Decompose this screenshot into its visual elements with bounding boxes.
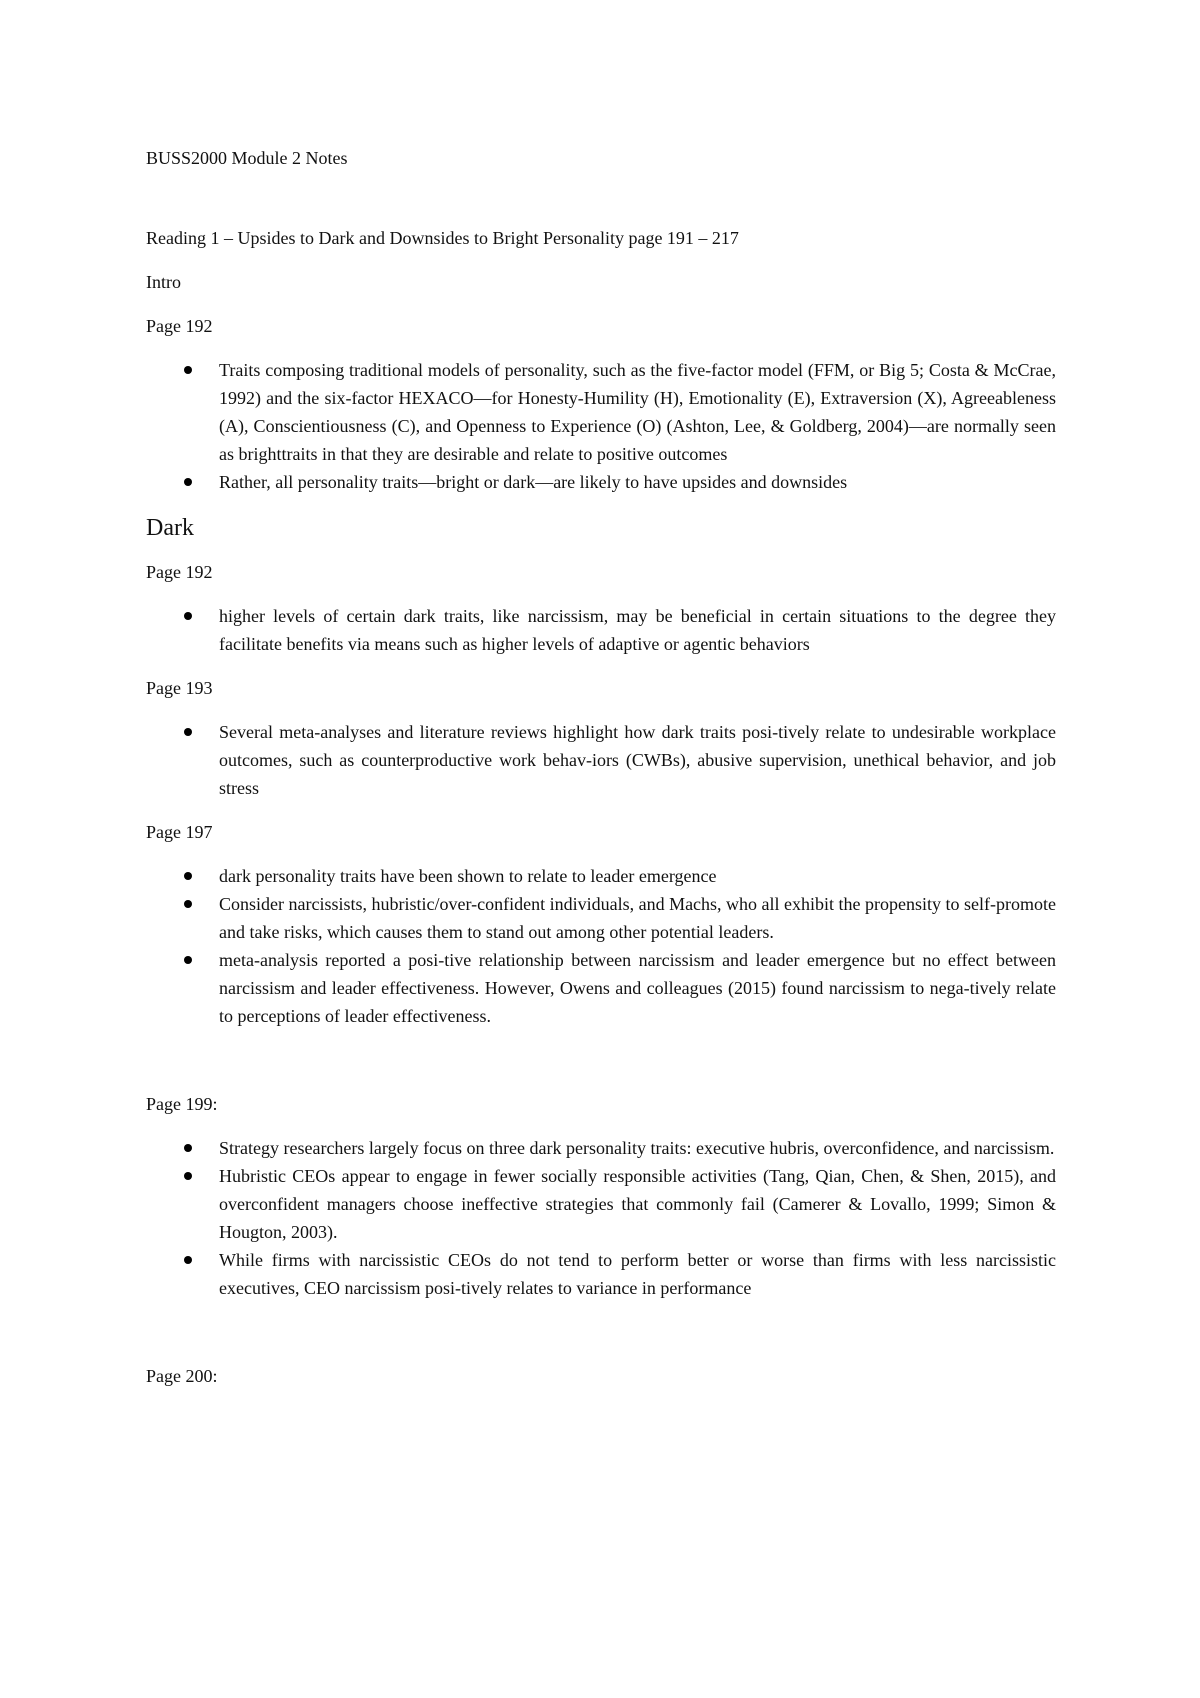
bullet-icon <box>184 728 192 736</box>
page-label: Page 193 <box>146 678 213 698</box>
bullet-text: Strategy researchers largely focus on three dark personality traits: executive hubris, overconfidence, and narcissism. <box>219 1138 1055 1158</box>
bullet-icon <box>184 366 192 374</box>
bullet-icon <box>184 478 192 486</box>
page-label: Page 192 <box>146 316 213 336</box>
bullet-item <box>146 718 1056 802</box>
bullet-list <box>146 602 1056 658</box>
bullet-text: Consider narcissists, hubristic/over-confident individuals, and Machs, who all exhibit the propensity to self-promote and take risks, which causes them to stand out among other potential leaders. <box>219 894 1056 942</box>
bullet-item <box>146 1246 1056 1302</box>
bullet-text: dark personality traits have been shown to relate to leader emergence <box>219 866 717 886</box>
bullet-item <box>146 862 1056 890</box>
bullet-text: Traits composing traditional models of personality, such as the five-factor model (FFM, or Big 5; Costa & McCrae, 1992) and the six-factor HEXACO—for Honesty-Humility (H), Emotionality (E), Extraversion (X), Agreeableness (A), Conscientiousness (C), and Openness to Experience (O) (Ashton, Lee, & Goldberg, 2004)—are normally seen as brighttraits in that they are desirable and relate to positive outcomes <box>219 360 1056 464</box>
bullet-item <box>146 946 1056 1030</box>
bullet-icon <box>184 1256 192 1264</box>
bullet-icon <box>184 1144 192 1152</box>
bullet-list <box>146 862 1056 1030</box>
intro-label: Intro <box>146 272 181 292</box>
page-label: Page 199: <box>146 1094 218 1114</box>
page-label: Page 197 <box>146 822 213 842</box>
bullet-text: While firms with narcissistic CEOs do not tend to perform better or worse than firms with less narcissistic executives, CEO narcissism posi-tively relates to variance in performance <box>219 1250 1056 1298</box>
bullet-list <box>146 356 1056 496</box>
bullet-text: Hubristic CEOs appear to engage in fewer socially responsible activities (Tang, Qian, Chen, & Shen, 2015), and overconfident managers choose ineffective strategies that commonly fail (Camerer & Lovallo, 1999; Simon & Hougton, 2003). <box>219 1166 1056 1242</box>
bullet-item <box>146 890 1056 946</box>
page-label: Page 200: <box>146 1366 218 1386</box>
bullet-item <box>146 602 1056 658</box>
page-label: Page 192 <box>146 562 213 582</box>
document-title: BUSS2000 Module 2 Notes <box>146 148 348 168</box>
bullet-item <box>146 356 1056 468</box>
section-heading-dark: Dark <box>146 515 194 541</box>
bullet-list <box>146 718 1056 802</box>
bullet-item <box>146 1134 1056 1162</box>
reading-title: Reading 1 – Upsides to Dark and Downsides to Bright Personality page 191 – 217 <box>146 228 739 248</box>
bullet-item <box>146 468 1056 496</box>
bullet-icon <box>184 612 192 620</box>
bullet-icon <box>184 900 192 908</box>
bullet-text: Several meta-analyses and literature reviews highlight how dark traits posi-tively relate to undesirable workplace outcomes, such as counterproductive work behav-iors (CWBs), abusive supervision, unethical behavior, and job stress <box>219 722 1056 798</box>
bullet-list <box>146 1134 1056 1302</box>
bullet-icon <box>184 1172 192 1180</box>
spacer <box>146 1318 1056 1362</box>
bullet-item <box>146 1162 1056 1246</box>
bullet-icon <box>184 872 192 880</box>
bullet-icon <box>184 956 192 964</box>
document-body <box>146 144 1056 1406</box>
bullet-text: Rather, all personality traits—bright or dark—are likely to have upsides and downsides <box>219 472 848 492</box>
bullet-text: higher levels of certain dark traits, like narcissism, may be beneficial in certain situations to the degree they facilitate benefits via means such as higher levels of adaptive or agentic behaviors <box>219 606 1056 654</box>
spacer <box>146 1046 1056 1090</box>
bullet-text: meta-analysis reported a posi-tive relationship between narcissism and leader emergence but no effect between narcissism and leader effectiveness. However, Owens and colleagues (2015) found narcissism to nega-tively relate to perceptions of leader effectiveness. <box>219 950 1056 1026</box>
